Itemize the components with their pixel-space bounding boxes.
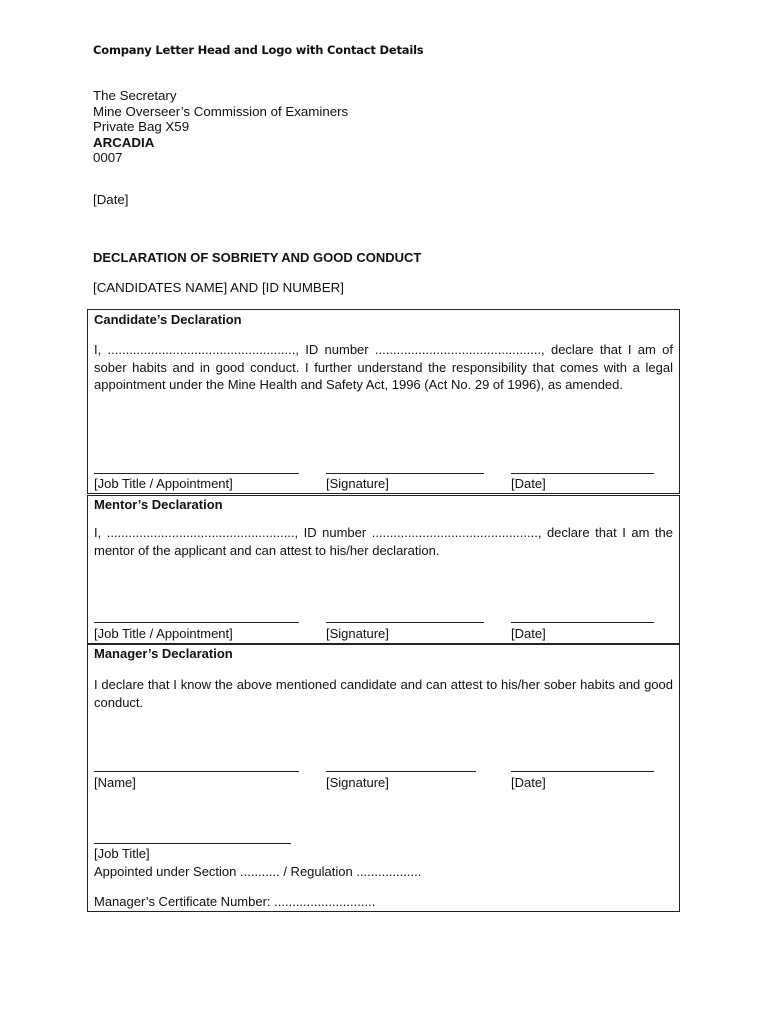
- signature-label: [Signature]: [326, 626, 389, 641]
- signature-label: [Signature]: [326, 775, 389, 790]
- section-text: I, ...................................................., ID number .............................................., declare that I am of sober habits and in good conduct. I further understand the responsibility that comes with a legal appointment under the Mine Health and Safety Act, 1996 (Act No. 29 of 1996), as amended.: [94, 342, 673, 393]
- date-line: [511, 771, 654, 772]
- letterhead-placeholder: Company Letter Head and Logo with Contact Details: [93, 43, 424, 57]
- name-line: [94, 771, 299, 772]
- address-line-3: Private Bag X59: [93, 119, 190, 134]
- candidate-declaration-box: [87, 309, 680, 494]
- address-line-4: ARCADIA: [93, 134, 155, 150]
- address-line-1: The Secretary: [93, 88, 177, 103]
- section-text: I, ...................................................., ID number .............................................., declare that I am the mentor of the applicant and can attest to his/her declaration.: [94, 525, 673, 558]
- date-placeholder: [Date]: [93, 192, 129, 207]
- certificate-number-text: Manager’s Certificate Number: ............................: [94, 894, 376, 909]
- signature-line: [326, 473, 484, 474]
- address-line-2: Mine Overseer’s Commission of Examiners: [93, 103, 349, 119]
- date-label: [Date]: [511, 476, 546, 491]
- date-label: [Date]: [511, 626, 546, 641]
- name-label: [Name]: [94, 775, 136, 790]
- candidate-name-id-line: [CANDIDATES NAME] AND [ID NUMBER]: [93, 280, 344, 295]
- date-label: [Date]: [511, 775, 546, 790]
- signature-line: [326, 622, 484, 623]
- recipient-address: [93, 88, 348, 166]
- section-heading: Mentor’s Declaration: [94, 497, 223, 512]
- document-title: DECLARATION OF SOBRIETY AND GOOD CONDUCT: [93, 250, 422, 265]
- date-line: [511, 473, 654, 474]
- section-heading: Manager’s Declaration: [94, 646, 233, 661]
- job-title-label: [Job Title / Appointment]: [94, 626, 233, 641]
- section-text: I declare that I know the above mentioned candidate and can attest to his/her sober habits and good conduct.: [94, 677, 673, 710]
- address-line-5: 0007: [93, 150, 123, 165]
- manager-declaration-box: [87, 644, 680, 912]
- job-title-signature-line: [94, 473, 299, 474]
- job-title-label: [Job Title / Appointment]: [94, 476, 233, 491]
- job-title-label: [Job Title]: [94, 846, 150, 861]
- mentor-declaration-box: [87, 495, 680, 644]
- job-title-line: [94, 843, 291, 844]
- date-line: [511, 622, 654, 623]
- section-heading: Candidate’s Declaration: [94, 312, 242, 327]
- signature-line: [326, 771, 476, 772]
- job-title-signature-line: [94, 622, 299, 623]
- signature-label: [Signature]: [326, 476, 389, 491]
- appointed-under-text: Appointed under Section ........... / Regulation ..................: [94, 864, 422, 879]
